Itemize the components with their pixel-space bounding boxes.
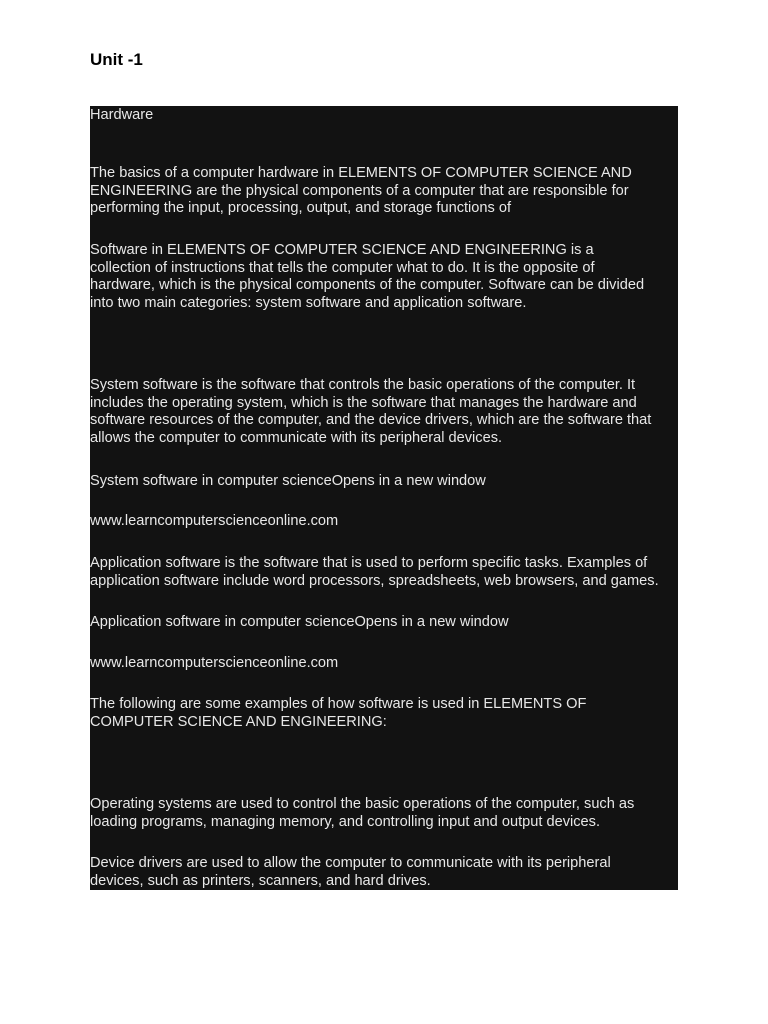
url-link-2[interactable]: www.learncomputerscienceonline.com [90, 655, 339, 671]
link-application-software[interactable]: Application software in computer scienceOpens in a new window [90, 614, 509, 630]
paragraph-software: Software in ELEMENTS OF COMPUTER SCIENCE AND ENGINEERING is a collection of instructions that tells the computer what to do. It is the opposite of hardware, which is the physical components of the computer. Software can be divided into two main categories: system software and application software. [90, 242, 645, 311]
url-link-1[interactable]: www.learncomputerscienceonline.com [90, 513, 339, 529]
unit-title: Unit -1 [90, 50, 143, 69]
content-block [90, 106, 678, 890]
paragraph-system-software: System software is the software that controls the basic operations of the computer. It includes the operating system, which is the software that manages the hardware and software resources of the computer, and the device drivers, which are the software that allows the computer to communicate with its peripheral devices. [90, 377, 652, 446]
paragraph-device-drivers: Device drivers are used to allow the computer to communicate with its peripheral devices, such as printers, scanners, and hard drives. [90, 855, 611, 889]
link-system-software[interactable]: System software in computer scienceOpens in a new window [90, 473, 486, 489]
paragraph-hardware: The basics of a computer hardware in ELEMENTS OF COMPUTER SCIENCE AND ENGINEERING are the physical components of a computer that are responsible for performing the input, processing, output, and storage functions of [90, 165, 632, 216]
paragraph-operating-systems: Operating systems are used to control the basic operations of the computer, such as loading programs, managing memory, and controlling input and output devices. [90, 796, 635, 830]
paragraph-examples-intro: The following are some examples of how software is used in ELEMENTS OF COMPUTER SCIENCE AND ENGINEERING: [90, 696, 587, 730]
heading-hardware: Hardware [90, 107, 154, 123]
paragraph-application-software: Application software is the software that is used to perform specific tasks. Examples of application software include word processors, spreadsheets, web browsers, and games. [90, 555, 659, 589]
